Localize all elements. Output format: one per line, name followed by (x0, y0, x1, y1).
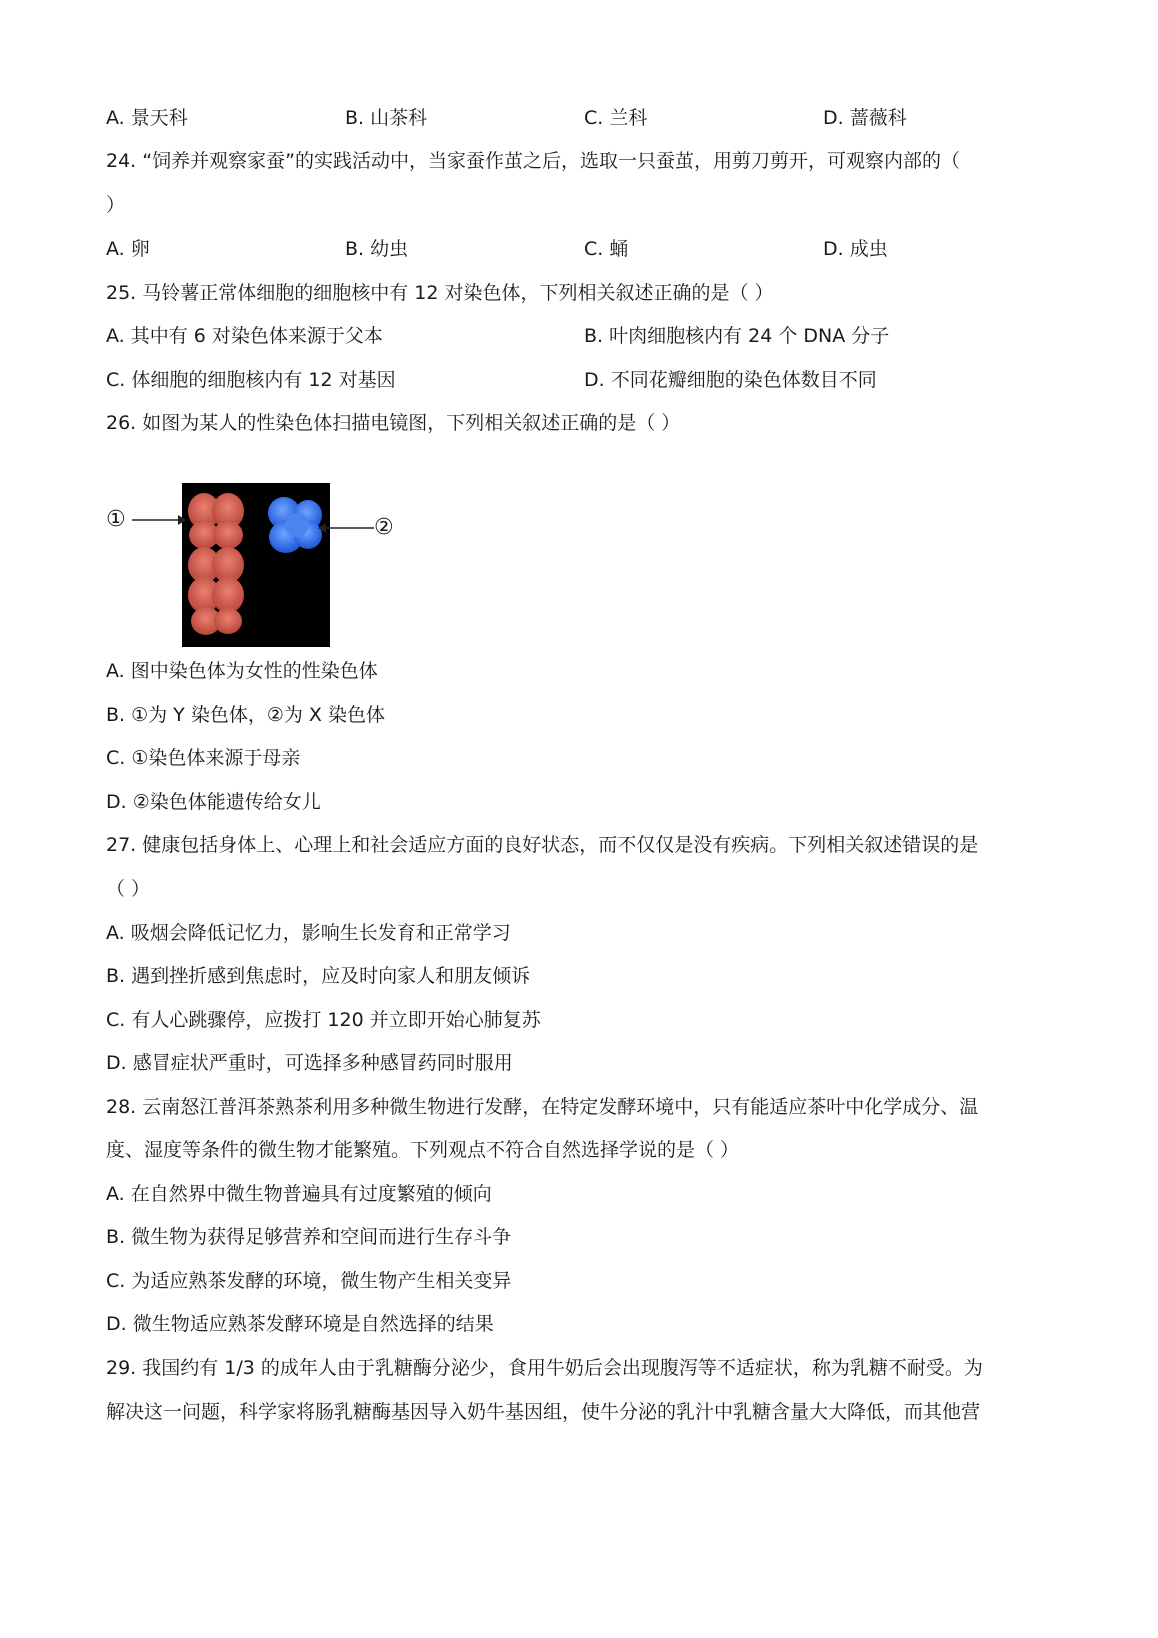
q24-option-b: B. 幼虫 (345, 238, 409, 260)
q23-option-b: B. 山茶科 (345, 107, 428, 129)
q25-option-a: A. 其中有 6 对染色体来源于父本 (106, 325, 383, 347)
label-2: ② (374, 515, 394, 540)
q25-options-row-1 (106, 321, 1098, 351)
q24-option-c: C. 蛹 (584, 238, 629, 260)
q24-stem-continued: ） (106, 194, 126, 216)
q26-option-c: C. ①染色体来源于母亲 (106, 747, 301, 769)
q27-option-a: A. 吸烟会降低记忆力，影响生长发育和正常学习 (106, 922, 511, 944)
chromosome-electron-micrograph (182, 483, 330, 647)
q29-stem: 29. 我国约有 1/3 的成年人由于乳糖酶分泌少，食用牛奶后会出现腹泻等不适症状，称为乳糖不耐受。为 (106, 1357, 983, 1379)
arrow-1-icon (132, 512, 186, 528)
q24-option-a: A. 卵 (106, 238, 150, 260)
q24-options-row (106, 234, 1098, 264)
label-1: ① (106, 507, 126, 532)
q28-stem: 28. 云南怒江普洱茶熟茶利用多种微生物进行发酵，在特定发酵环境中，只有能适应茶叶中化学成分、温 (106, 1096, 979, 1118)
q28-stem-continued: 度、湿度等条件的微生物才能繁殖。下列观点不符合自然选择学说的是（ ） (106, 1139, 740, 1161)
q26-option-b: B. ①为 Y 染色体，②为 X 染色体 (106, 704, 385, 726)
q26-option-a: A. 图中染色体为女性的性染色体 (106, 660, 378, 682)
q27-option-d: D. 感冒症状严重时，可选择多种感冒药同时服用 (106, 1052, 513, 1074)
q27-stem-continued: （ ） (106, 878, 151, 900)
q25-options-row-2 (106, 365, 1098, 395)
q27-stem: 27. 健康包括身体上、心理上和社会适应方面的良好状态，而不仅仅是没有疾病。下列相关叙述错误的是 (106, 834, 979, 856)
arrow-2-icon (318, 520, 374, 536)
q23-option-a: A. 景天科 (106, 107, 188, 129)
q25-option-d: D. 不同花瓣细胞的染色体数目不同 (584, 369, 877, 391)
q28-option-b: B. 微生物为获得足够营养和空间而进行生存斗争 (106, 1226, 512, 1248)
sex-chromosome-figure (106, 475, 406, 645)
q28-option-d: D. 微生物适应熟茶发酵环境是自然选择的结果 (106, 1313, 494, 1335)
q25-option-c: C. 体细胞的细胞核内有 12 对基因 (106, 369, 396, 391)
q23-option-d: D. 蔷薇科 (823, 107, 907, 129)
q29-stem-continued: 解决这一问题，科学家将肠乳糖酶基因导入奶牛基因组，使牛分泌的乳汁中乳糖含量大大降低，而其他营 (106, 1401, 981, 1423)
q27-option-b: B. 遇到挫折感到焦虑时，应及时向家人和朋友倾诉 (106, 965, 531, 987)
x-chromosome-shape (188, 493, 244, 635)
chromosome-image (182, 483, 330, 647)
q25-stem: 25. 马铃薯正常体细胞的细胞核中有 12 对染色体，下列相关叙述正确的是（ ） (106, 282, 774, 304)
q23-options-row (106, 103, 1098, 133)
q23-option-c: C. 兰科 (584, 107, 648, 129)
q27-option-c: C. 有人心跳骤停，应拨打 120 并立即开始心肺复苏 (106, 1009, 541, 1031)
q28-option-a: A. 在自然界中微生物普遍具有过度繁殖的倾向 (106, 1183, 492, 1205)
q24-stem: 24. “饲养并观察家蚕”的实践活动中，当家蚕作茧之后，选取一只蚕茧，用剪刀剪开，可观察内部的（ (106, 150, 960, 172)
q26-stem: 26. 如图为某人的性染色体扫描电镜图，下列相关叙述正确的是（ ） (106, 412, 681, 434)
q26-option-d: D. ②染色体能遗传给女儿 (106, 791, 321, 813)
q24-option-d: D. 成虫 (823, 238, 888, 260)
q25-option-b: B. 叶肉细胞核内有 24 个 DNA 分子 (584, 325, 890, 347)
y-chromosome-shape (268, 497, 322, 553)
q28-option-c: C. 为适应熟茶发酵的环境，微生物产生相关变异 (106, 1270, 512, 1292)
